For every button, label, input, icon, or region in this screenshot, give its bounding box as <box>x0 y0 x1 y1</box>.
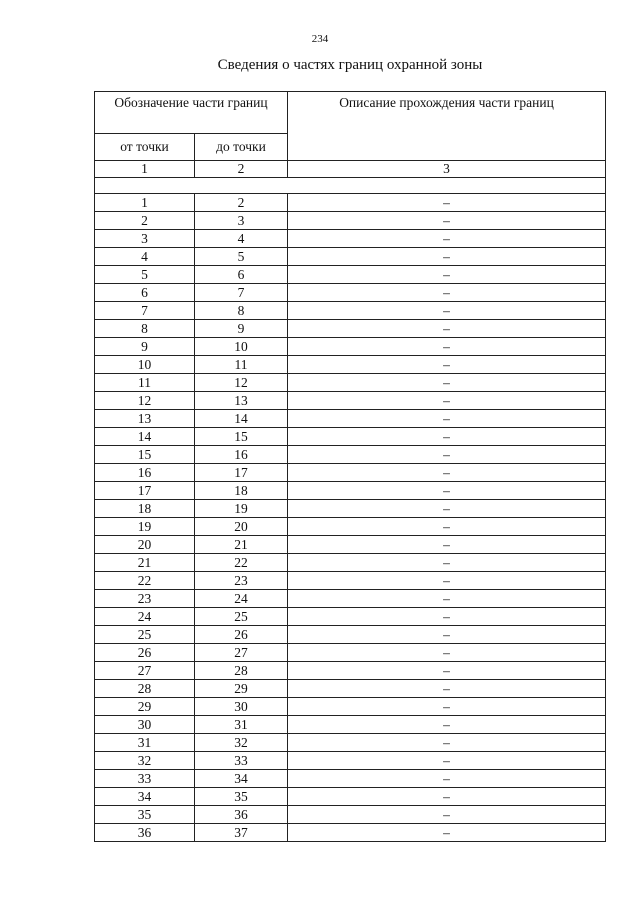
to-point-cell: 31 <box>195 716 288 734</box>
from-point-cell: 23 <box>95 590 195 608</box>
description-cell: – <box>288 680 606 698</box>
to-point-cell: 20 <box>195 518 288 536</box>
to-point-cell: 2 <box>195 194 288 212</box>
to-point-cell: 13 <box>195 392 288 410</box>
from-point-cell: 15 <box>95 446 195 464</box>
from-point-cell: 2 <box>95 212 195 230</box>
table-row <box>95 806 606 824</box>
from-point-cell: 14 <box>95 428 195 446</box>
from-point-cell: 13 <box>95 410 195 428</box>
description-cell: – <box>288 716 606 734</box>
to-point-cell: 11 <box>195 356 288 374</box>
to-point-cell: 18 <box>195 482 288 500</box>
to-point-cell: 5 <box>195 248 288 266</box>
to-point-cell: 37 <box>195 824 288 842</box>
table-row <box>95 536 606 554</box>
to-point-cell: 8 <box>195 302 288 320</box>
from-point-cell: 17 <box>95 482 195 500</box>
from-point-cell: 24 <box>95 608 195 626</box>
table-row <box>95 194 606 212</box>
description-cell: – <box>288 788 606 806</box>
description-cell: – <box>288 482 606 500</box>
from-point-cell: 28 <box>95 680 195 698</box>
table-row <box>95 392 606 410</box>
table-row <box>95 752 606 770</box>
description-cell: – <box>288 590 606 608</box>
table-row <box>95 608 606 626</box>
from-point-cell: 36 <box>95 824 195 842</box>
header-boundary-designation: Обозначение части границ <box>95 92 288 134</box>
to-point-cell: 35 <box>195 788 288 806</box>
from-point-cell: 26 <box>95 644 195 662</box>
table-row <box>95 428 606 446</box>
table-row <box>95 680 606 698</box>
to-point-cell: 4 <box>195 230 288 248</box>
to-point-cell: 21 <box>195 536 288 554</box>
from-point-cell: 34 <box>95 788 195 806</box>
description-cell: – <box>288 536 606 554</box>
from-point-cell: 8 <box>95 320 195 338</box>
to-point-cell: 15 <box>195 428 288 446</box>
from-point-cell: 10 <box>95 356 195 374</box>
to-point-cell: 14 <box>195 410 288 428</box>
description-cell: – <box>288 410 606 428</box>
description-cell: – <box>288 734 606 752</box>
column-number: 2 <box>195 161 288 178</box>
description-cell: – <box>288 266 606 284</box>
description-cell: – <box>288 230 606 248</box>
table-row <box>95 356 606 374</box>
description-cell: – <box>288 320 606 338</box>
to-point-cell: 10 <box>195 338 288 356</box>
description-cell: – <box>288 554 606 572</box>
description-cell: – <box>288 446 606 464</box>
description-cell: – <box>288 338 606 356</box>
table-row <box>95 770 606 788</box>
description-cell: – <box>288 212 606 230</box>
to-point-cell: 29 <box>195 680 288 698</box>
empty-section-row <box>95 178 606 194</box>
from-point-cell: 6 <box>95 284 195 302</box>
table-row <box>95 590 606 608</box>
from-point-cell: 27 <box>95 662 195 680</box>
from-point-cell: 25 <box>95 626 195 644</box>
table-row <box>95 320 606 338</box>
table-row <box>95 626 606 644</box>
from-point-cell: 29 <box>95 698 195 716</box>
description-cell: – <box>288 194 606 212</box>
table-row <box>95 284 606 302</box>
to-point-cell: 32 <box>195 734 288 752</box>
table-row <box>95 338 606 356</box>
description-cell: – <box>288 698 606 716</box>
to-point-cell: 22 <box>195 554 288 572</box>
table-row <box>95 500 606 518</box>
table-row <box>95 698 606 716</box>
from-point-cell: 21 <box>95 554 195 572</box>
from-point-cell: 12 <box>95 392 195 410</box>
header-boundary-description: Описание прохождения части границ <box>288 92 606 161</box>
from-point-cell: 18 <box>95 500 195 518</box>
from-point-cell: 5 <box>95 266 195 284</box>
description-cell: – <box>288 662 606 680</box>
description-cell: – <box>288 752 606 770</box>
description-cell: – <box>288 302 606 320</box>
column-number: 1 <box>95 161 195 178</box>
column-number: 3 <box>288 161 606 178</box>
table-row <box>95 230 606 248</box>
from-point-cell: 35 <box>95 806 195 824</box>
to-point-cell: 16 <box>195 446 288 464</box>
from-point-cell: 33 <box>95 770 195 788</box>
from-point-cell: 19 <box>95 518 195 536</box>
from-point-cell: 20 <box>95 536 195 554</box>
from-point-cell: 7 <box>95 302 195 320</box>
to-point-cell: 23 <box>195 572 288 590</box>
description-cell: – <box>288 356 606 374</box>
table-row <box>95 824 606 842</box>
table-row <box>95 212 606 230</box>
to-point-cell: 27 <box>195 644 288 662</box>
table-row <box>95 464 606 482</box>
table-row <box>95 716 606 734</box>
description-cell: – <box>288 608 606 626</box>
table-row <box>95 374 606 392</box>
to-point-cell: 28 <box>195 662 288 680</box>
description-cell: – <box>288 500 606 518</box>
header-to-point: до точки <box>195 134 288 161</box>
to-point-cell: 25 <box>195 608 288 626</box>
from-point-cell: 22 <box>95 572 195 590</box>
table-row <box>95 644 606 662</box>
description-cell: – <box>288 374 606 392</box>
table-row <box>95 248 606 266</box>
description-cell: – <box>288 824 606 842</box>
table-row <box>95 446 606 464</box>
from-point-cell: 32 <box>95 752 195 770</box>
to-point-cell: 3 <box>195 212 288 230</box>
page-title: Сведения о частях границ охранной зоны <box>217 57 483 73</box>
description-cell: – <box>288 464 606 482</box>
from-point-cell: 1 <box>95 194 195 212</box>
to-point-cell: 36 <box>195 806 288 824</box>
from-point-cell: 16 <box>95 464 195 482</box>
to-point-cell: 24 <box>195 590 288 608</box>
to-point-cell: 30 <box>195 698 288 716</box>
to-point-cell: 34 <box>195 770 288 788</box>
to-point-cell: 9 <box>195 320 288 338</box>
boundary-table <box>94 91 606 842</box>
to-point-cell: 33 <box>195 752 288 770</box>
table-row <box>95 554 606 572</box>
to-point-cell: 17 <box>195 464 288 482</box>
page-number: 234 <box>311 33 329 45</box>
from-point-cell: 30 <box>95 716 195 734</box>
table-row <box>95 572 606 590</box>
from-point-cell: 9 <box>95 338 195 356</box>
description-cell: – <box>288 518 606 536</box>
description-cell: – <box>288 806 606 824</box>
header-from-point: от точки <box>95 134 195 161</box>
to-point-cell: 6 <box>195 266 288 284</box>
table-row <box>95 734 606 752</box>
from-point-cell: 3 <box>95 230 195 248</box>
description-cell: – <box>288 392 606 410</box>
to-point-cell: 19 <box>195 500 288 518</box>
table-row <box>95 266 606 284</box>
to-point-cell: 26 <box>195 626 288 644</box>
description-cell: – <box>288 626 606 644</box>
table-row <box>95 662 606 680</box>
description-cell: – <box>288 572 606 590</box>
from-point-cell: 11 <box>95 374 195 392</box>
description-cell: – <box>288 284 606 302</box>
table-row <box>95 410 606 428</box>
to-point-cell: 7 <box>195 284 288 302</box>
from-point-cell: 4 <box>95 248 195 266</box>
description-cell: – <box>288 770 606 788</box>
to-point-cell: 12 <box>195 374 288 392</box>
description-cell: – <box>288 248 606 266</box>
description-cell: – <box>288 644 606 662</box>
table-row <box>95 518 606 536</box>
description-cell: – <box>288 428 606 446</box>
table-body <box>95 194 606 842</box>
table-row <box>95 788 606 806</box>
from-point-cell: 31 <box>95 734 195 752</box>
table-row <box>95 302 606 320</box>
table-row <box>95 482 606 500</box>
